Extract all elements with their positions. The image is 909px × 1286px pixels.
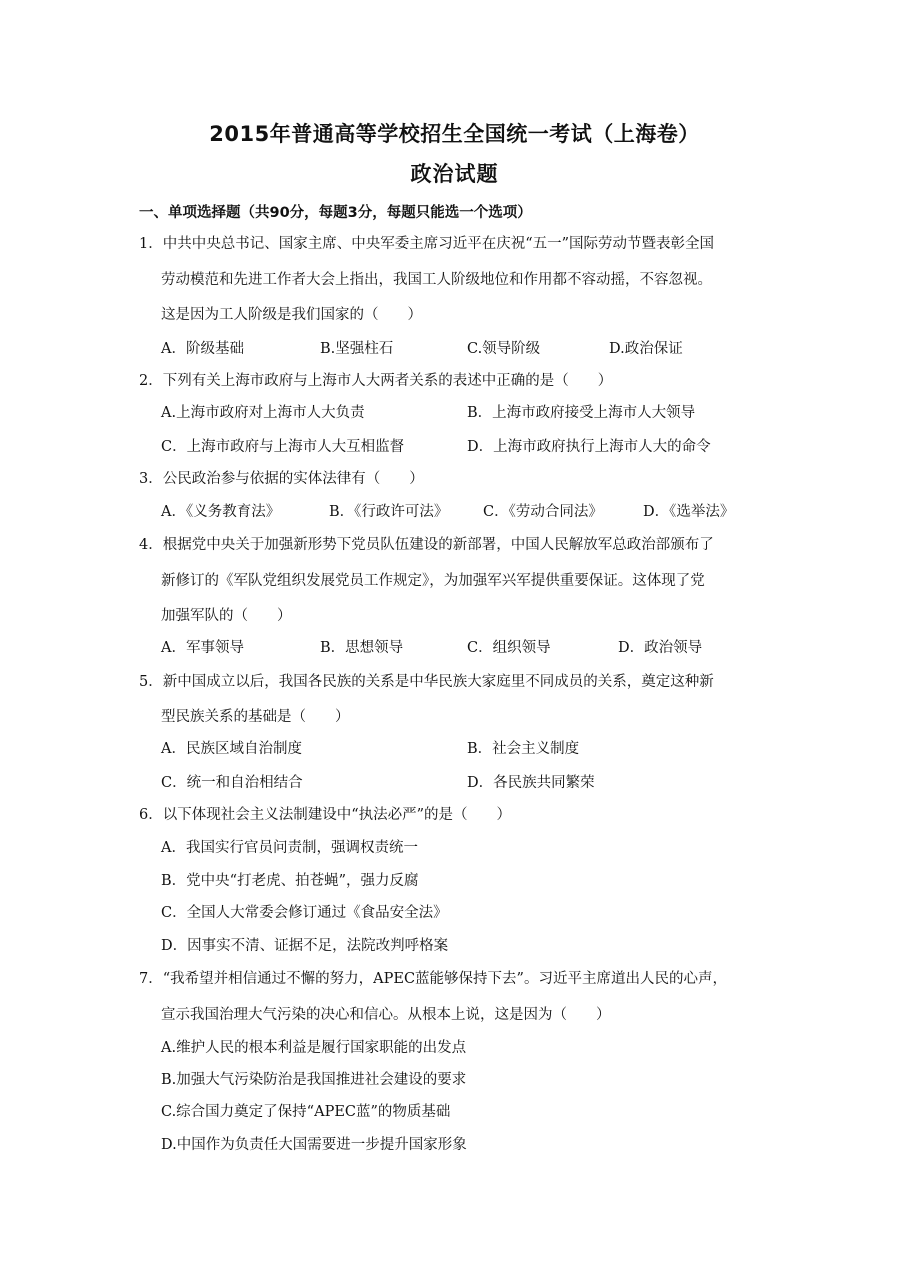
question-4-option-a: A．军事领导 <box>161 640 244 656</box>
question-7-option-c: C.综合国力奠定了保持“APEC蓝”的物质基础 <box>161 1104 451 1120</box>
question-7-line-2: 宣示我国治理大气污染的决心和信心。从根本上说，这是因为（ ） <box>161 1007 611 1023</box>
question-2-option-a: A.上海市政府对上海市人大负责 <box>161 405 365 421</box>
question-5-line-2: 型民族关系的基础是（ ） <box>161 709 350 725</box>
question-4-line-1: 4．根据党中央关于加强新形势下党员队伍建设的新部署，中国人民解放军总政治部颁布了 <box>139 537 714 553</box>
question-5-option-d: D．各民族共同繁荣 <box>467 775 595 791</box>
exam-subtitle: 政治试题 <box>410 162 499 186</box>
question-1-line-1: 1．中共中央总书记、国家主席、中央军委主席习近平在庆祝“五一”国际劳动节暨表彰全国 <box>139 236 715 252</box>
question-6-option-c: C．全国人大常委会修订通过《食品安全法》 <box>161 905 448 921</box>
question-2-option-b: B．上海市政府接受上海市人大领导 <box>467 405 696 421</box>
question-2-option-d: D．上海市政府执行上海市人大的命令 <box>467 439 711 455</box>
question-4-option-b: B．思想领导 <box>320 640 404 656</box>
question-1-option-b: B.坚强柱石 <box>320 341 394 357</box>
question-7-option-b: B.加强大气污染防治是我国推进社会建设的要求 <box>161 1072 467 1088</box>
question-6-option-d: D．因事实不清、证据不足，法院改判呼格案 <box>161 938 449 954</box>
section-heading: 一、单项选择题（共90分，每题3分，每题只能选一个选项） <box>139 205 532 221</box>
question-7-line-1: 7．“我希望并相信通过不懈的努力，APEC蓝能够保持下去”。习近平主席道出人民的心声， <box>139 971 727 987</box>
question-5-option-a: A．民族区域自治制度 <box>161 741 302 757</box>
question-4-line-3: 加强军队的（ ） <box>161 608 292 624</box>
question-1-line-2: 劳动模范和先进工作者大会上指出，我国工人阶级地位和作用都不容动摇，不容忽视。 <box>161 272 712 288</box>
question-4-option-d: D．政治领导 <box>618 640 703 656</box>
question-2-option-c: C．上海市政府与上海市人大互相监督 <box>161 439 405 455</box>
question-6-option-b: B．党中央“打老虎、拍苍蝇”，强力反腐 <box>161 873 419 889</box>
question-3-option-b: B．《行政许可法》 <box>329 504 449 520</box>
question-3-line-1: 3．公民政治参与依据的实体法律有（ ） <box>139 471 424 487</box>
question-5-option-c: C．统一和自治相结合 <box>161 775 303 791</box>
question-1-option-a: A．阶级基础 <box>161 341 244 357</box>
question-1-option-d: D.政治保证 <box>609 341 683 357</box>
question-4-option-c: C．组织领导 <box>467 640 551 656</box>
question-6-option-a: A．我国实行官员问责制，强调权责统一 <box>161 840 418 856</box>
question-4-line-2: 新修订的《军队党组织发展党员工作规定》，为加强军兴军提供重要保证。这体现了党 <box>161 573 705 589</box>
question-6-line-1: 6．以下体现社会主义法制建设中“执法必严”的是（ ） <box>139 807 512 823</box>
question-3-option-c: C．《劳动合同法》 <box>483 504 603 520</box>
question-1-option-c: C.领导阶级 <box>467 341 541 357</box>
question-7-option-a: A.维护人民的根本利益是履行国家职能的出发点 <box>161 1040 467 1056</box>
question-7-option-d: D.中国作为负责任大国需要进一步提升国家形象 <box>161 1137 467 1153</box>
question-3-option-d: D．《选举法》 <box>643 504 735 520</box>
question-3-option-a: A．《义务教育法》 <box>161 504 281 520</box>
exam-title: 2015年普通高等学校招生全国统一考试（上海卷） <box>209 122 700 146</box>
question-2-line-1: 2．下列有关上海市政府与上海市人大两者关系的表述中正确的是（ ） <box>139 373 613 389</box>
question-5-option-b: B．社会主义制度 <box>467 741 580 757</box>
question-5-line-1: 5．新中国成立以后，我国各民族的关系是中华民族大家庭里不同成员的关系，奠定这种新 <box>139 674 714 690</box>
question-1-line-3: 这是因为工人阶级是我们国家的（ ） <box>161 307 422 323</box>
